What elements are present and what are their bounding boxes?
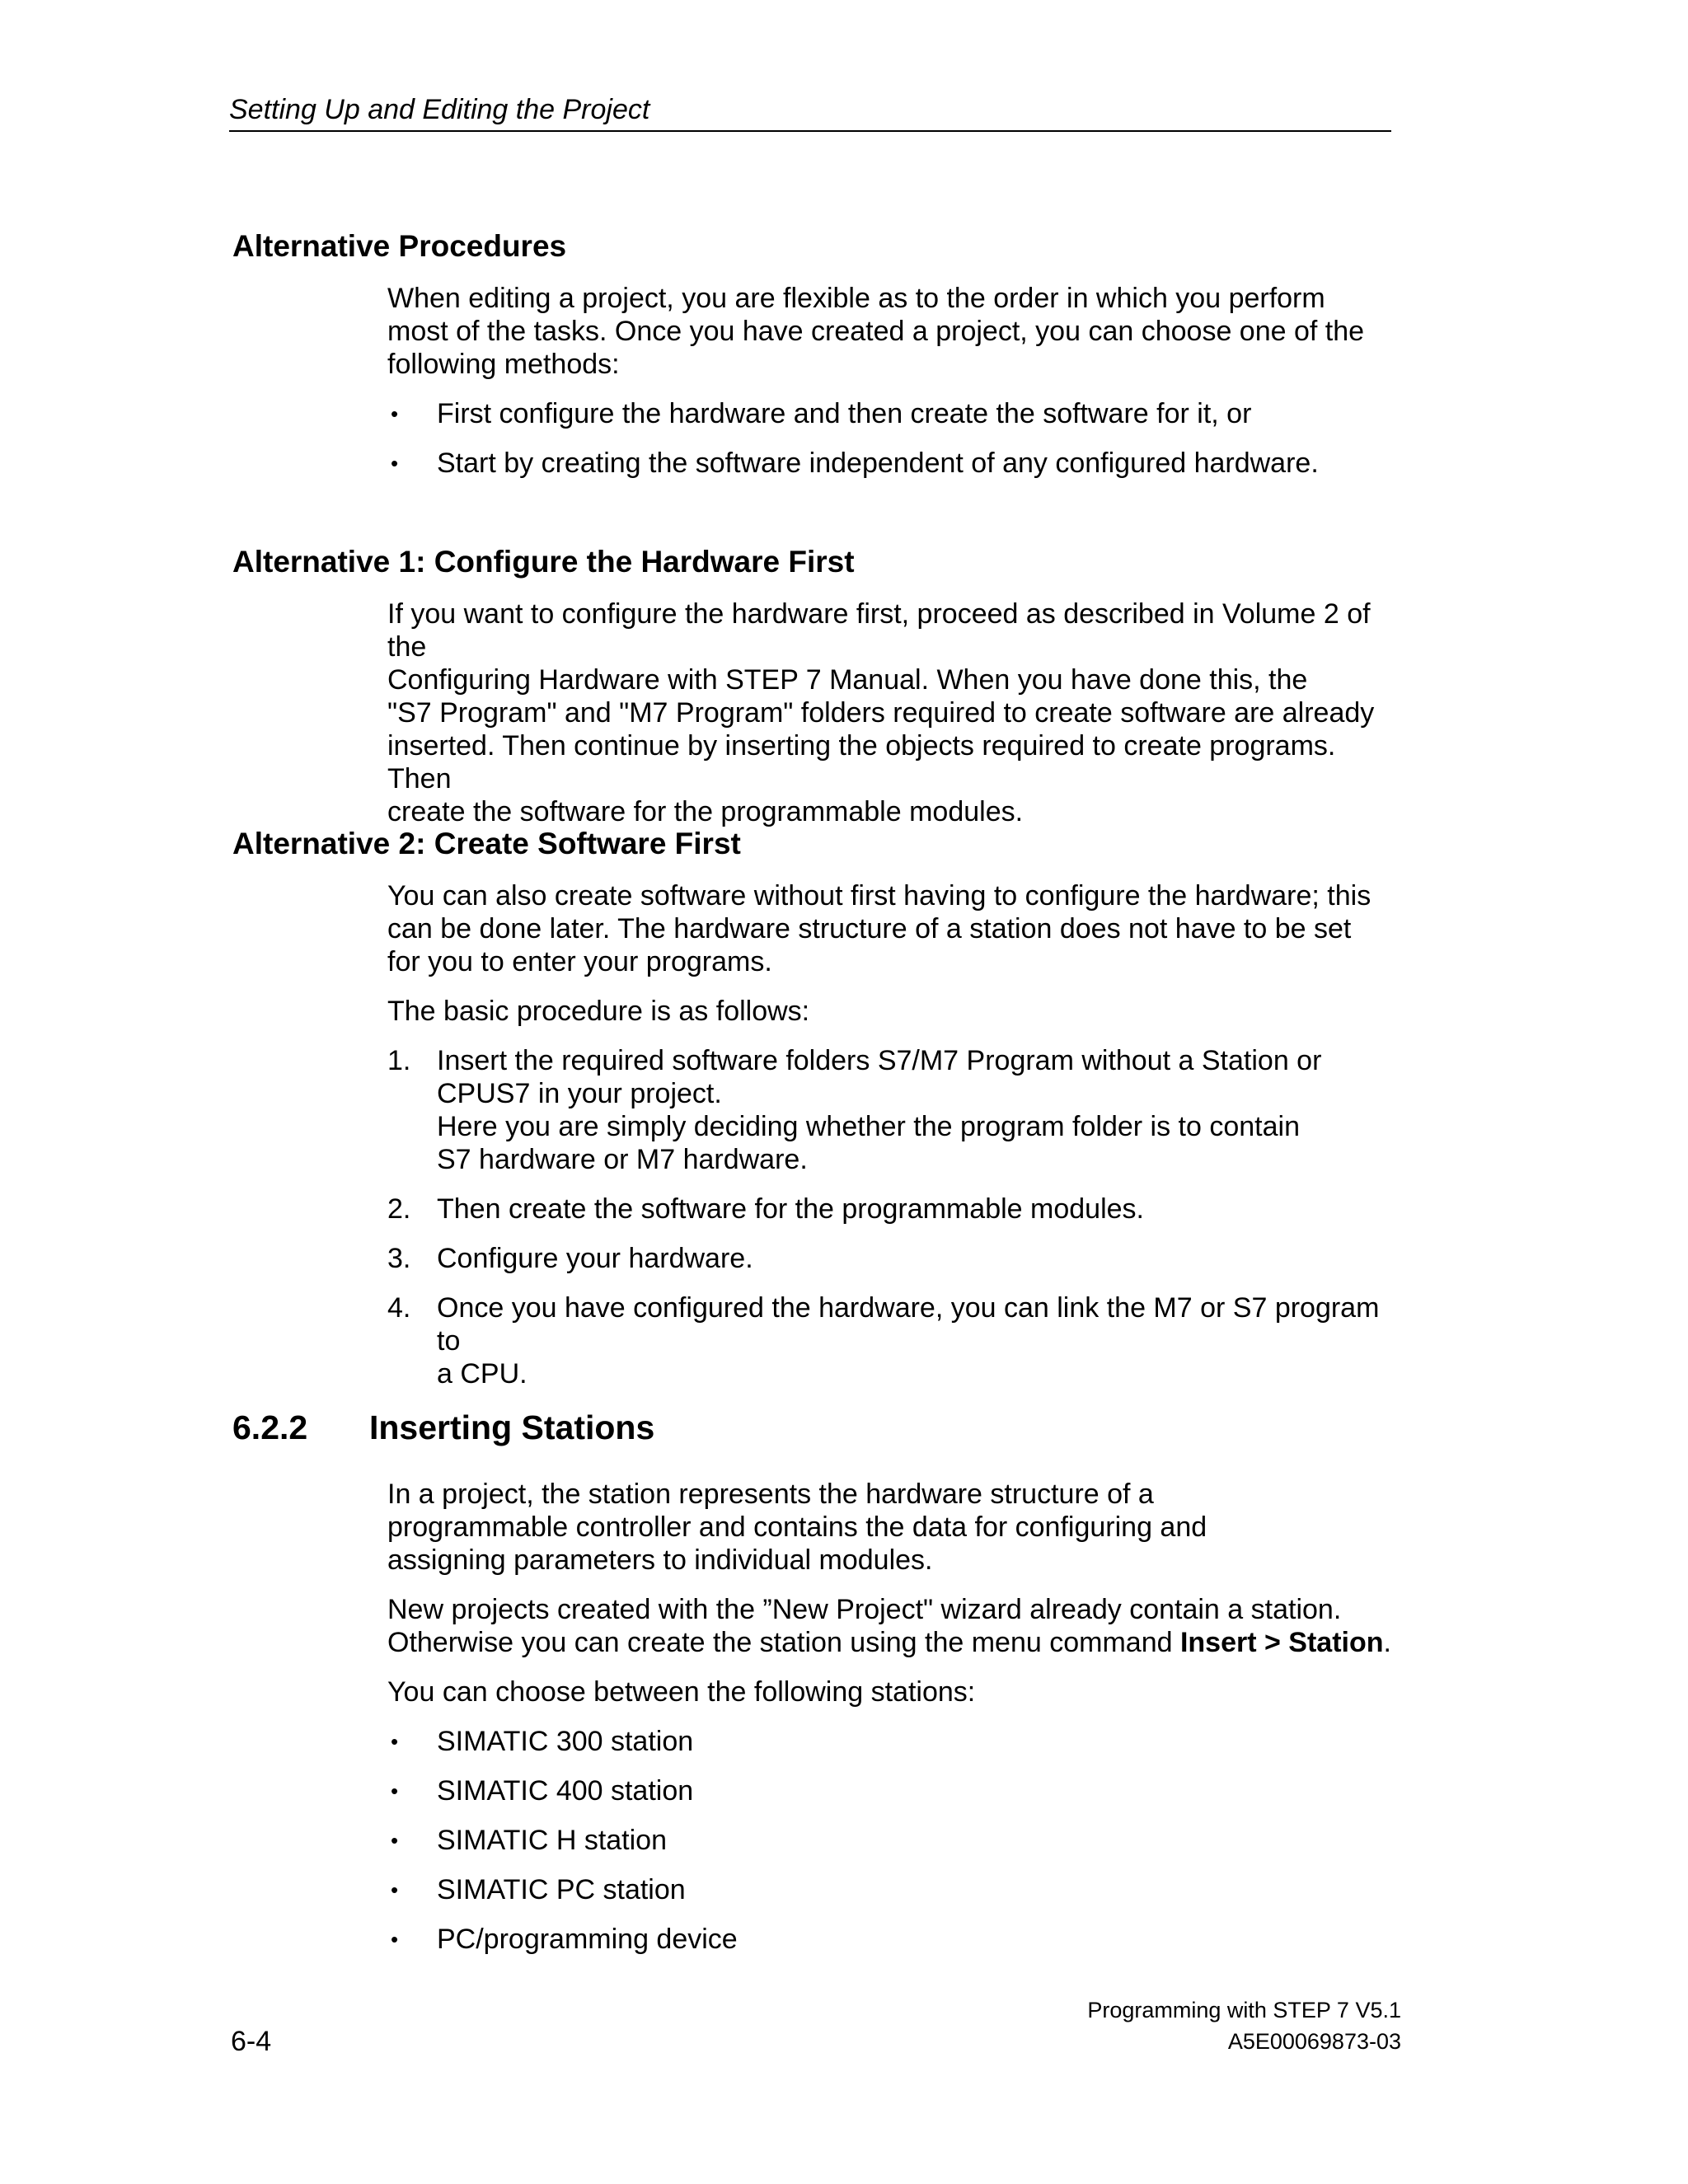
bullet-icon: •	[391, 1729, 399, 1754]
alt2-body	[387, 879, 1389, 1407]
station-list-item: • SIMATIC 400 station	[387, 1774, 1327, 1807]
heading-alternative-2: Alternative 2: Create Software First	[232, 827, 741, 860]
step-number: 2.	[387, 1193, 411, 1225]
station-list-item: • PC/programming device	[387, 1923, 1327, 1956]
alt2-intro: You can also create software without first having to configure the hardware; this can be done later. The hardware structure of a station does not have to be set for you to enter your programs.	[387, 880, 1372, 977]
footer-doc-code: A5E00069873-03	[1227, 2029, 1401, 2054]
heading-alternative-procedures: Alternative Procedures	[232, 229, 567, 263]
inserting-choose-label: You can choose between the following stations:	[387, 1676, 976, 1708]
running-header	[229, 91, 1391, 132]
footer-manual-info	[1087, 1996, 1401, 2055]
running-header-title: Setting Up and Editing the Project	[229, 94, 650, 125]
bullet-icon: •	[391, 1877, 399, 1902]
numbered-step: 3. Configure your hardware.	[387, 1243, 753, 1274]
heading-alternative-1: Alternative 1: Configure the Hardware First	[232, 545, 855, 579]
bullet-icon: •	[391, 401, 399, 426]
station-list-item: • SIMATIC PC station	[387, 1873, 1327, 1906]
bullet-item: • Start by creating the software independent of any configured hardware.	[387, 447, 1389, 480]
bullet-icon: •	[391, 451, 399, 476]
numbered-step: 1. Insert the required software folders S7/M7 Program without a Station or CPUS7 in your project. Here you are simply deciding whether the program folder is to contain S7 hardware or M7 hardware.	[387, 1045, 1322, 1175]
bullet-icon: •	[391, 1779, 399, 1803]
bullet-item: • First configure the hardware and then create the software for it, or	[387, 397, 1389, 430]
footer-page-number: 6-4	[231, 2026, 272, 2057]
numbered-step: 4. Once you have configured the hardware, you can link the M7 or S7 program to a CPU.	[387, 1292, 1380, 1390]
chapter-title: Inserting Stations	[369, 1408, 655, 1446]
inserting-body	[387, 1478, 1391, 1972]
inserting-para1: In a project, the station represents the hardware structure of a programmable controller and contains the data for configuring and assigning parameters to individual modules.	[387, 1479, 1207, 1576]
chapter-number: 6.2.2	[232, 1408, 308, 1446]
menu-command: Insert > Station	[1179, 1627, 1384, 1658]
bullet-icon: •	[391, 1927, 399, 1952]
footer-manual-title: Programming with STEP 7 V5.1	[1087, 1998, 1401, 2022]
alt1-body: If you want to configure the hardware first, proceed as described in Volume 2 of the Configuring Hardware with STEP 7 Manual. When you have done this, the "S7 Program" and "M7 Program" folders required to create software are already inserted. Then continue by inserting the objects required to create programs. Then create the software for the programmable modules.	[387, 598, 1375, 827]
step-number: 3.	[387, 1243, 411, 1274]
alt2-procedure-label: The basic procedure is as follows:	[387, 996, 810, 1027]
chapter-heading-inserting-stations	[232, 1407, 654, 1448]
bullet-icon: •	[391, 1828, 399, 1853]
step-number: 4.	[387, 1292, 411, 1324]
station-list-item: • SIMATIC 300 station	[387, 1725, 1327, 1758]
alt-procedures-intro: When editing a project, you are flexible as to the order in which you perform most of the tasks. Once you have created a project, you can choose one of the following methods:	[387, 283, 1365, 380]
inserting-para2: New projects created with the ”New Project" wizard already contain a station. Otherwise you can create the station using the menu command Insert > Station.	[387, 1594, 1391, 1658]
step-number: 1.	[387, 1045, 411, 1076]
station-list-item: • SIMATIC H station	[387, 1824, 1327, 1857]
alt-procedures-body	[387, 282, 1389, 496]
numbered-step: 2. Then create the software for the programmable modules.	[387, 1193, 1144, 1225]
